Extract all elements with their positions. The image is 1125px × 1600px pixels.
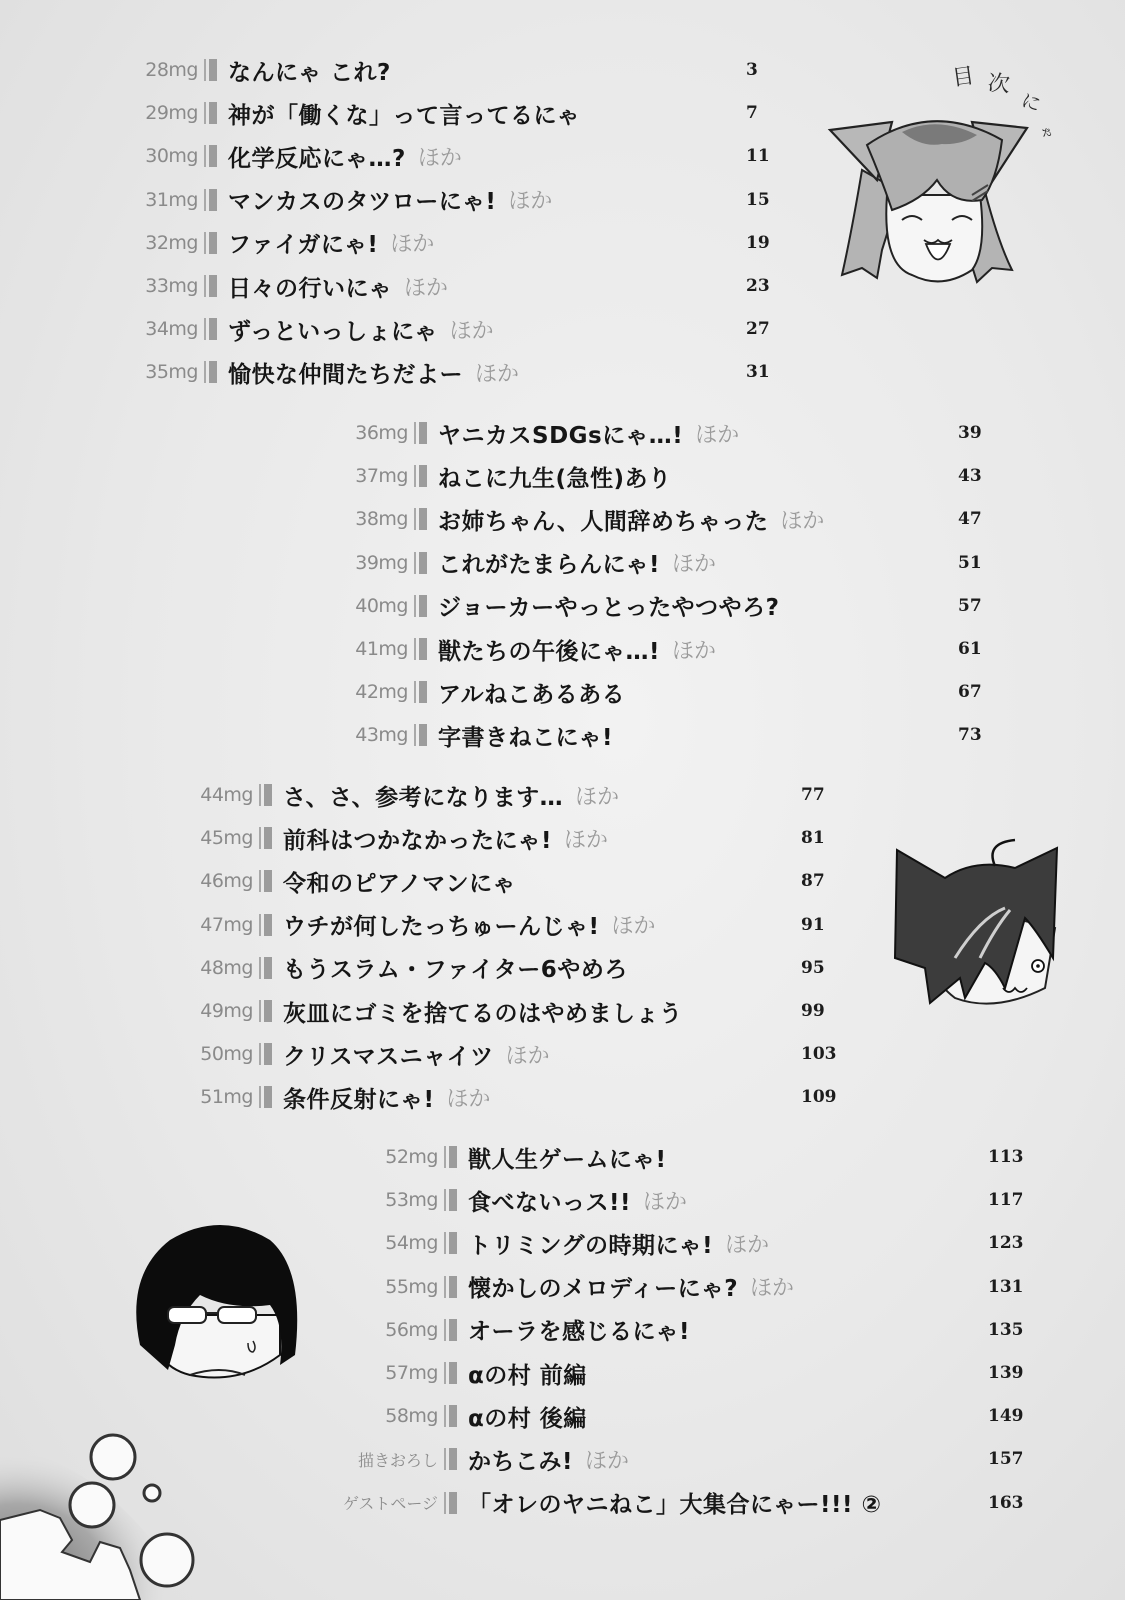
page-number: 95 [801, 957, 825, 978]
toc-entry[interactable] [145, 136, 806, 176]
divider-bar [414, 595, 428, 617]
divider-bar [414, 638, 428, 660]
toc-entry[interactable] [200, 948, 861, 988]
divider-bar [444, 1232, 458, 1254]
divider-bar [414, 552, 428, 574]
others-suffix: ほか [404, 275, 449, 301]
chapter-title: 化学反応にゃ…? [228, 145, 406, 172]
chapter-title: 令和のピアノマンにゃ [283, 870, 516, 897]
chapter-label: 54mg [385, 1232, 438, 1255]
chapter-title: ウチが何したっちゅーんじゃ! [283, 914, 600, 941]
others-suffix: ほか [642, 1189, 687, 1215]
cat-girl-smiling-illustration [822, 100, 1042, 290]
chapter-title: アルねこあるある [438, 681, 626, 708]
page-number: 135 [988, 1319, 1024, 1340]
page-number: 139 [988, 1363, 1024, 1383]
chapter-label: 52mg [385, 1146, 438, 1168]
divider-bar [259, 870, 273, 892]
chapter-label: 36mg [355, 422, 408, 444]
page-number: 81 [801, 828, 825, 849]
chapter-label: 34mg [145, 318, 198, 341]
chapter-title: 神が「働くな」って言ってるにゃ [228, 102, 581, 129]
chapter-title: ヤニカスSDGsにゃ…! [438, 422, 684, 449]
others-suffix: ほか [672, 638, 717, 664]
toc-entry[interactable] [355, 456, 1018, 496]
chapter-label: 57mg [385, 1362, 438, 1384]
page-number: 73 [958, 725, 982, 746]
chapter-title: クリスマスニャイツ [283, 1043, 494, 1070]
others-suffix: ほか [780, 508, 825, 534]
toc-entry[interactable] [342, 1483, 1048, 1523]
heading-char: に [1018, 89, 1044, 117]
others-suffix: ほか [508, 189, 553, 215]
toc-entry[interactable] [145, 352, 806, 392]
page-number: 117 [988, 1190, 1024, 1211]
chapter-title: 日々の行いにゃ [228, 275, 393, 302]
chapter-label: 58mg [385, 1405, 438, 1428]
divider-bar [259, 827, 273, 849]
heading-char: ゃ [1035, 120, 1059, 144]
divider-bar [204, 232, 218, 254]
page-number: 163 [988, 1492, 1024, 1513]
chapter-title: 前科はつかなかったにゃ! [283, 827, 553, 854]
toc-entry[interactable] [200, 861, 861, 901]
chapter-title: 食べないっス!! [468, 1189, 631, 1216]
chapter-title: ジョーカーやっとったやつやろ? [438, 595, 780, 622]
divider-bar [204, 361, 218, 383]
divider-bar [444, 1276, 458, 1298]
toc-entry[interactable] [355, 499, 1018, 539]
page-number: 87 [801, 871, 825, 892]
chapter-title: なんにゃ これ? [228, 59, 391, 86]
page-number: 7 [746, 103, 758, 124]
page-number: 123 [988, 1233, 1024, 1254]
toc-entry[interactable] [200, 775, 861, 815]
chapter-title: かちこみ! [468, 1448, 573, 1475]
chapter-label: 45mg [200, 827, 253, 850]
divider-bar [259, 914, 273, 936]
glasses-girl-illustration [120, 1215, 320, 1385]
page-number: 51 [958, 552, 982, 573]
divider-bar [444, 1362, 458, 1384]
chapter-label: 37mg [355, 465, 408, 488]
toc-entry[interactable] [385, 1137, 1048, 1177]
page-number: 11 [746, 146, 770, 167]
toc-entry[interactable] [200, 818, 861, 858]
chapter-label: 55mg [385, 1275, 438, 1298]
page-number: 27 [746, 319, 770, 340]
chapter-label: 51mg [200, 1086, 253, 1109]
chapter-label: 48mg [200, 956, 253, 979]
toc-entry[interactable] [355, 629, 1018, 669]
chapter-label: 47mg [200, 913, 253, 936]
divider-bar [204, 189, 218, 211]
chapter-label: 42mg [355, 681, 408, 704]
divider-bar [414, 422, 428, 444]
divider-bar [444, 1405, 458, 1427]
others-suffix: ほか [417, 145, 462, 171]
smoke-cloud-decoration [0, 1380, 230, 1600]
page-number: 43 [958, 466, 982, 487]
divider-bar [259, 784, 273, 806]
divider-bar [259, 1000, 273, 1022]
page-number: 157 [988, 1449, 1024, 1470]
toc-entry[interactable] [357, 1439, 1048, 1479]
chapter-title: さ、さ、参考になります… [283, 784, 564, 811]
page-number: 23 [746, 276, 770, 296]
divider-bar [414, 465, 428, 487]
chapter-label: 44mg [200, 784, 253, 806]
chapter-title: 獣人生ゲームにゃ! [468, 1146, 667, 1173]
others-suffix: ほか [672, 552, 717, 578]
toc-entry[interactable] [200, 991, 861, 1031]
others-suffix: ほか [446, 1086, 491, 1112]
chapter-title: トリミングの時期にゃ! [468, 1232, 714, 1259]
toc-entry[interactable] [200, 905, 861, 945]
chapter-title: ずっといっしょにゃ [228, 318, 438, 345]
page-number: 131 [988, 1276, 1024, 1297]
chapter-title: 条件反射にゃ! [283, 1086, 435, 1113]
page-number: 19 [746, 232, 770, 253]
page-number: 99 [801, 1001, 825, 1021]
chapter-label: 56mg [385, 1318, 438, 1341]
toc-entry[interactable] [200, 1034, 861, 1074]
divider-bar [259, 1086, 273, 1108]
chapter-title: ファイガにゃ! [228, 232, 379, 259]
toc-entry[interactable] [145, 266, 806, 306]
chapter-label: ゲストページ [342, 1494, 438, 1514]
toc-entry[interactable] [385, 1223, 1048, 1263]
chapter-label: 40mg [355, 594, 408, 617]
chapter-label: 32mg [145, 231, 198, 254]
chapter-label: 35mg [145, 361, 198, 384]
divider-bar [204, 102, 218, 124]
chapter-title: 獣たちの午後にゃ…! [438, 638, 661, 665]
page-number: 3 [746, 60, 758, 80]
page-number: 113 [988, 1147, 1024, 1167]
toc-entry[interactable] [355, 672, 1018, 712]
others-suffix: ほか [564, 827, 609, 853]
chapter-label: 50mg [200, 1043, 253, 1066]
others-suffix: ほか [695, 422, 740, 448]
divider-bar [444, 1189, 458, 1211]
chapter-label: 41mg [355, 638, 408, 660]
chapter-title: 字書きねこにゃ! [438, 724, 614, 751]
toc-entry[interactable] [145, 180, 806, 220]
divider-bar [414, 508, 428, 530]
chapter-title: 懐かしのメロディーにゃ? [468, 1276, 739, 1303]
toc-entry[interactable] [145, 50, 806, 90]
chapter-label: 46mg [200, 870, 253, 893]
chapter-title: お姉ちゃん、人間辞めちゃった [438, 508, 769, 535]
page-number: 57 [958, 595, 982, 616]
divider-bar [204, 59, 218, 81]
chapter-title: αの村 後編 [468, 1405, 587, 1432]
page-number: 149 [988, 1406, 1024, 1427]
chapter-label: 33mg [145, 275, 198, 297]
divider-bar [444, 1319, 458, 1341]
divider-bar [259, 1043, 273, 1065]
toc-entry[interactable] [385, 1353, 1048, 1393]
chapter-title: もうスラム・ファイター6やめろ [283, 957, 628, 984]
divider-bar [204, 275, 218, 297]
chapter-title: αの村 前編 [468, 1362, 587, 1389]
others-suffix: ほか [585, 1448, 630, 1474]
others-suffix: ほか [611, 914, 656, 940]
toc-entry[interactable] [385, 1310, 1048, 1350]
toc-entry[interactable] [355, 543, 1018, 583]
others-suffix: ほか [725, 1232, 770, 1258]
toc-entry[interactable] [145, 309, 806, 349]
divider-bar [414, 681, 428, 703]
chapter-title: ねこに九生(急性)あり [438, 465, 672, 492]
others-suffix: ほか [505, 1043, 550, 1069]
page-number: 109 [801, 1087, 837, 1108]
divider-bar [414, 724, 428, 746]
page-number: 15 [746, 189, 770, 210]
chapter-label: 31mg [145, 188, 198, 211]
divider-bar [204, 318, 218, 340]
heading-char: 目 [950, 63, 976, 92]
chapter-title: 「オレのヤニねこ」大集合にゃー!!! ② [468, 1492, 882, 1519]
toc-entry[interactable] [385, 1180, 1048, 1220]
page-number: 103 [801, 1044, 837, 1065]
others-suffix: ほか [750, 1276, 795, 1302]
toc-entry[interactable] [355, 413, 1018, 453]
page-number: 39 [958, 423, 982, 443]
chapter-label: 53mg [385, 1189, 438, 1212]
heading-char: 次 [986, 71, 1011, 98]
chapter-title: 灰皿にゴミを捨てるのはやめましょう [283, 1000, 683, 1027]
page-number: 61 [958, 639, 982, 659]
others-suffix: ほか [475, 361, 520, 387]
divider-bar [444, 1448, 458, 1470]
chapter-label: 39mg [355, 551, 408, 574]
chapter-label: 描きおろし [357, 1450, 438, 1470]
chapter-title: これがたまらんにゃ! [438, 552, 661, 579]
divider-bar [259, 957, 273, 979]
others-suffix: ほか [390, 232, 435, 258]
others-suffix: ほか [449, 318, 494, 344]
chapter-label: 43mg [355, 724, 408, 747]
toc-entry[interactable] [200, 1077, 861, 1117]
black-cat-boy-illustration [885, 838, 1065, 1008]
toc-entry[interactable] [355, 715, 1018, 755]
divider-bar [444, 1146, 458, 1168]
chapter-title: オーラを感じるにゃ! [468, 1319, 691, 1346]
toc-entry[interactable] [385, 1267, 1048, 1307]
toc-entry[interactable] [355, 586, 1018, 626]
chapter-label: 29mg [145, 102, 198, 125]
page-number: 31 [746, 362, 770, 383]
toc-entry[interactable] [145, 93, 806, 133]
chapter-title: マンカスのタツローにゃ! [228, 189, 497, 216]
chapter-title: 愉快な仲間たちだよー [228, 361, 463, 388]
page-number: 91 [801, 914, 825, 935]
toc-entry[interactable] [385, 1396, 1048, 1436]
toc-entry[interactable] [145, 223, 806, 263]
chapter-label: 49mg [200, 1000, 253, 1022]
page-number: 67 [958, 682, 982, 703]
page-number: 47 [958, 509, 982, 530]
divider-bar [444, 1492, 458, 1514]
chapter-label: 38mg [355, 508, 408, 531]
chapter-label: 30mg [145, 145, 198, 168]
others-suffix: ほか [575, 784, 620, 810]
divider-bar [204, 145, 218, 167]
chapter-label: 28mg [145, 59, 198, 81]
page-number: 77 [801, 785, 825, 805]
